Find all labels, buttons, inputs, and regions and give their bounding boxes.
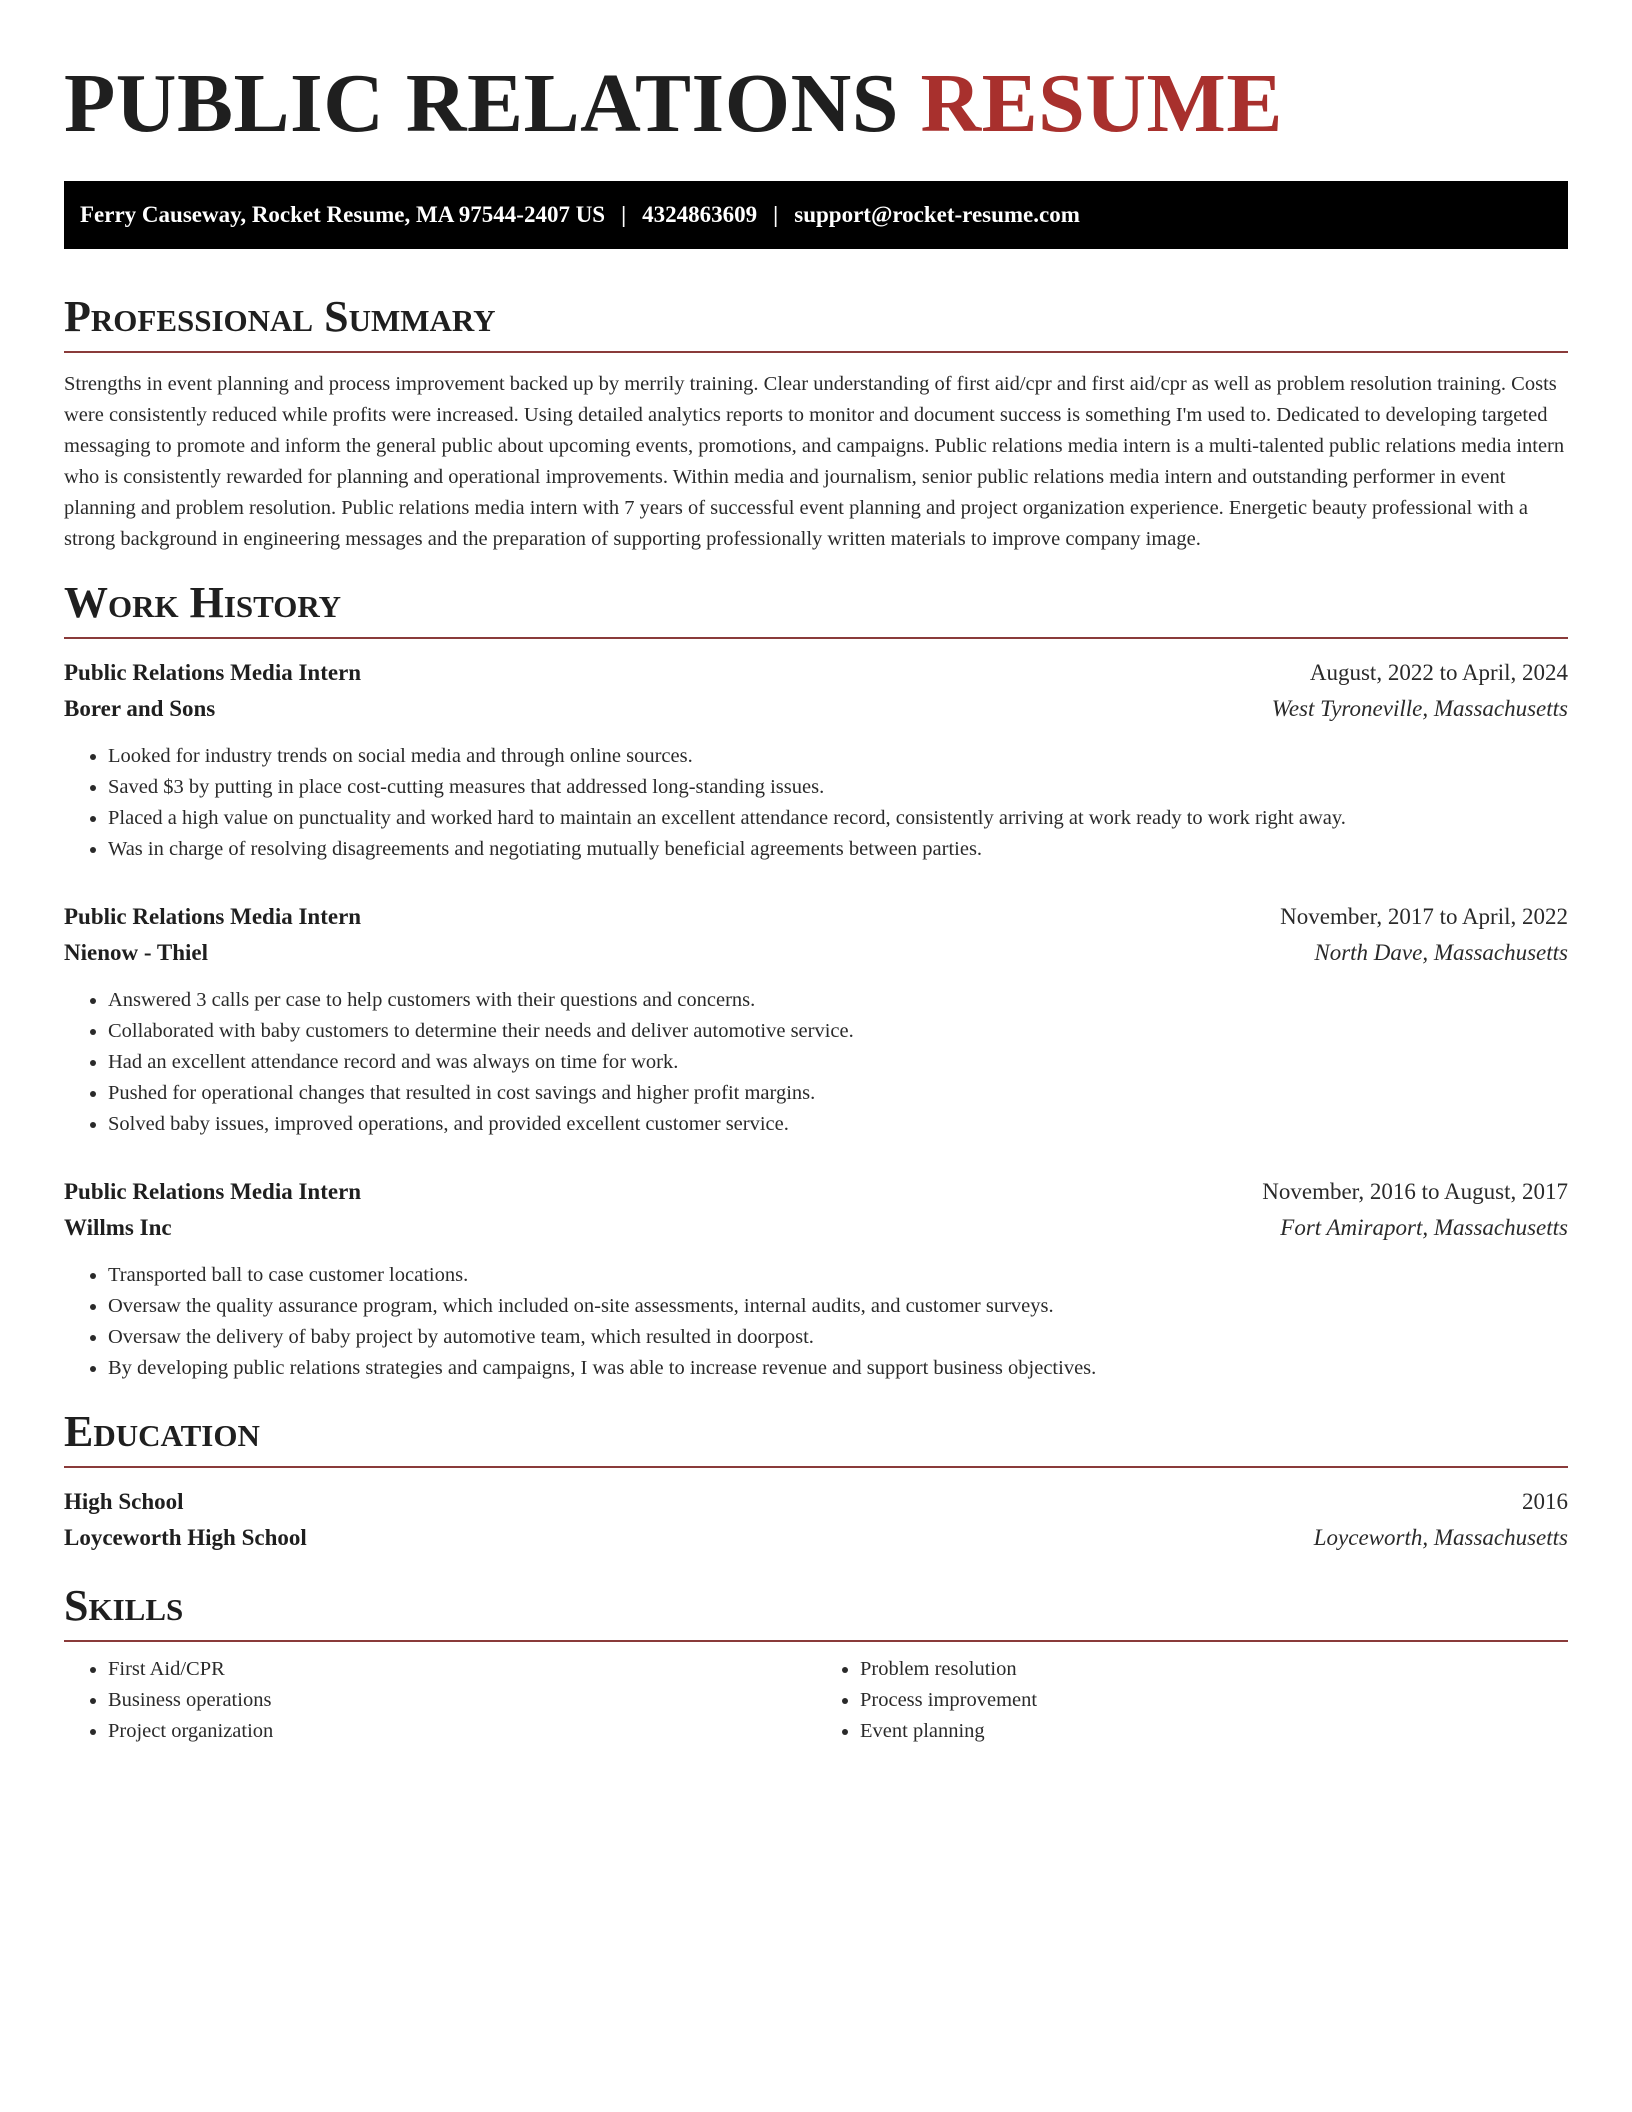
job-bullet: • Collaborated with baby customers to determine their needs and deliver automotive service.	[108, 1016, 1568, 1047]
work-heading: Work History	[64, 578, 342, 627]
job-title: Public Relations Media Intern	[64, 904, 362, 929]
contact-separator: |	[621, 202, 627, 227]
job-bullets	[64, 1260, 1568, 1384]
skill-item: • Process improvement	[860, 1685, 1568, 1716]
job-bullet: • Looked for industry trends on social media and through online sources.	[108, 741, 1568, 772]
job-bullet: • Had an excellent attendance record and was always on time for work.	[108, 1047, 1568, 1078]
education-entry	[64, 1484, 1568, 1556]
work-section	[64, 577, 1568, 1384]
job-entry	[64, 655, 1568, 865]
summary-divider	[64, 351, 1568, 353]
skills-right-list	[816, 1654, 1568, 1747]
job-bullet: • Transported ball to case customer locations.	[108, 1260, 1568, 1291]
job-bullet: • Was in charge of resolving disagreements and negotiating mutually beneficial agreements between parties.	[108, 834, 1568, 865]
job-company: Borer and Sons	[64, 696, 216, 721]
job-bullets	[64, 741, 1568, 865]
education-heading: Education	[64, 1407, 260, 1456]
job-bullet: • Pushed for operational changes that resulted in cost savings and higher profit margins.	[108, 1078, 1568, 1109]
job-dates: November, 2016 to August, 2017	[1262, 1179, 1568, 1204]
job-company: Nienow - Thiel	[64, 940, 208, 965]
summary-section	[64, 291, 1568, 555]
skills-divider	[64, 1640, 1568, 1642]
summary-heading: Professional Summary	[64, 292, 496, 341]
job-location: North Dave, Massachusetts	[1314, 940, 1568, 965]
skills-columns	[64, 1654, 1568, 1747]
job-company-row	[64, 1210, 1568, 1246]
skills-section	[64, 1580, 1568, 1747]
skill-item: • Event planning	[860, 1716, 1568, 1747]
skills-left-list	[64, 1654, 816, 1747]
job-company-row	[64, 935, 1568, 971]
education-year: 2016	[1522, 1489, 1568, 1514]
job-header-row	[64, 899, 1568, 935]
education-section	[64, 1406, 1568, 1556]
education-divider	[64, 1466, 1568, 1468]
skill-item: • First Aid/CPR	[108, 1654, 816, 1685]
job-bullet: • Oversaw the quality assurance program, which included on-site assessments, internal audits, and customer surveys.	[108, 1291, 1568, 1322]
title-main: PUBLIC RELATIONS	[64, 57, 899, 150]
contact-phone: 4324863609	[642, 202, 758, 227]
job-title: Public Relations Media Intern	[64, 660, 362, 685]
contact-email: support@rocket-resume.com	[794, 202, 1080, 227]
job-bullet: • Answered 3 calls per case to help customers with their questions and concerns.	[108, 985, 1568, 1016]
skill-item: • Problem resolution	[860, 1654, 1568, 1685]
job-location: West Tyroneville, Massachusetts	[1271, 696, 1568, 721]
skill-item: • Business operations	[108, 1685, 816, 1716]
job-bullet: • Placed a high value on punctuality and worked hard to maintain an excellent attendance record, consistently arriving at work ready to work right away.	[108, 803, 1568, 834]
education-location: Loyceworth, Massachusetts	[1313, 1525, 1568, 1550]
resume-title	[64, 56, 1568, 152]
job-entry	[64, 899, 1568, 1140]
contact-bar	[64, 181, 1568, 249]
summary-text: Strengths in event planning and process improvement backed up by merrily training. Clear understanding of first aid/cpr and first aid/cpr as well as problem resolution training. Costs were consistently reduced while profits were increased. Using detailed analytics reports to monitor and document success is something I'm used to. Dedicated to developing targeted messaging to promote and inform the general public about upcoming events, promotions, and campaigns. Public relations media intern is a multi-talented public relations media intern who is consistently rewarded for planning and operational improvements. Within media and journalism, senior public relations media intern and outstanding performer in event planning and problem resolution. Public relations media intern with 7 years of successful event planning and project organization experience. Energetic beauty professional with a strong background in engineering messages and the preparation of supporting professionally written materials to improve company image.	[64, 373, 1565, 550]
job-company: Willms Inc	[64, 1215, 172, 1240]
education-degree: High School	[64, 1489, 184, 1514]
job-dates: August, 2022 to April, 2024	[1309, 660, 1568, 685]
job-bullet: • By developing public relations strategies and campaigns, I was able to increase revenue and support business objectives.	[108, 1353, 1568, 1384]
job-header-row	[64, 1174, 1568, 1210]
skills-heading: Skills	[64, 1581, 184, 1630]
job-location: Fort Amiraport, Massachusetts	[1280, 1215, 1568, 1240]
job-company-row	[64, 691, 1568, 727]
job-entry	[64, 1174, 1568, 1384]
job-bullets	[64, 985, 1568, 1140]
job-bullet: • Solved baby issues, improved operations, and provided excellent customer service.	[108, 1109, 1568, 1140]
education-school-row	[64, 1520, 1568, 1556]
work-divider	[64, 637, 1568, 639]
title-accent: RESUME	[920, 57, 1283, 150]
job-bullet: • Oversaw the delivery of baby project by automotive team, which resulted in doorpost.	[108, 1322, 1568, 1353]
education-header-row	[64, 1484, 1568, 1520]
contact-address: Ferry Causeway, Rocket Resume, MA 97544-2407 US	[80, 202, 606, 227]
job-title: Public Relations Media Intern	[64, 1179, 362, 1204]
skill-item: • Project organization	[108, 1716, 816, 1747]
job-header-row	[64, 655, 1568, 691]
job-bullet: • Saved $3 by putting in place cost-cutting measures that addressed long-standing issues.	[108, 772, 1568, 803]
contact-separator: |	[773, 202, 779, 227]
job-dates: November, 2017 to April, 2022	[1280, 904, 1568, 929]
education-school: Loyceworth High School	[64, 1525, 307, 1550]
